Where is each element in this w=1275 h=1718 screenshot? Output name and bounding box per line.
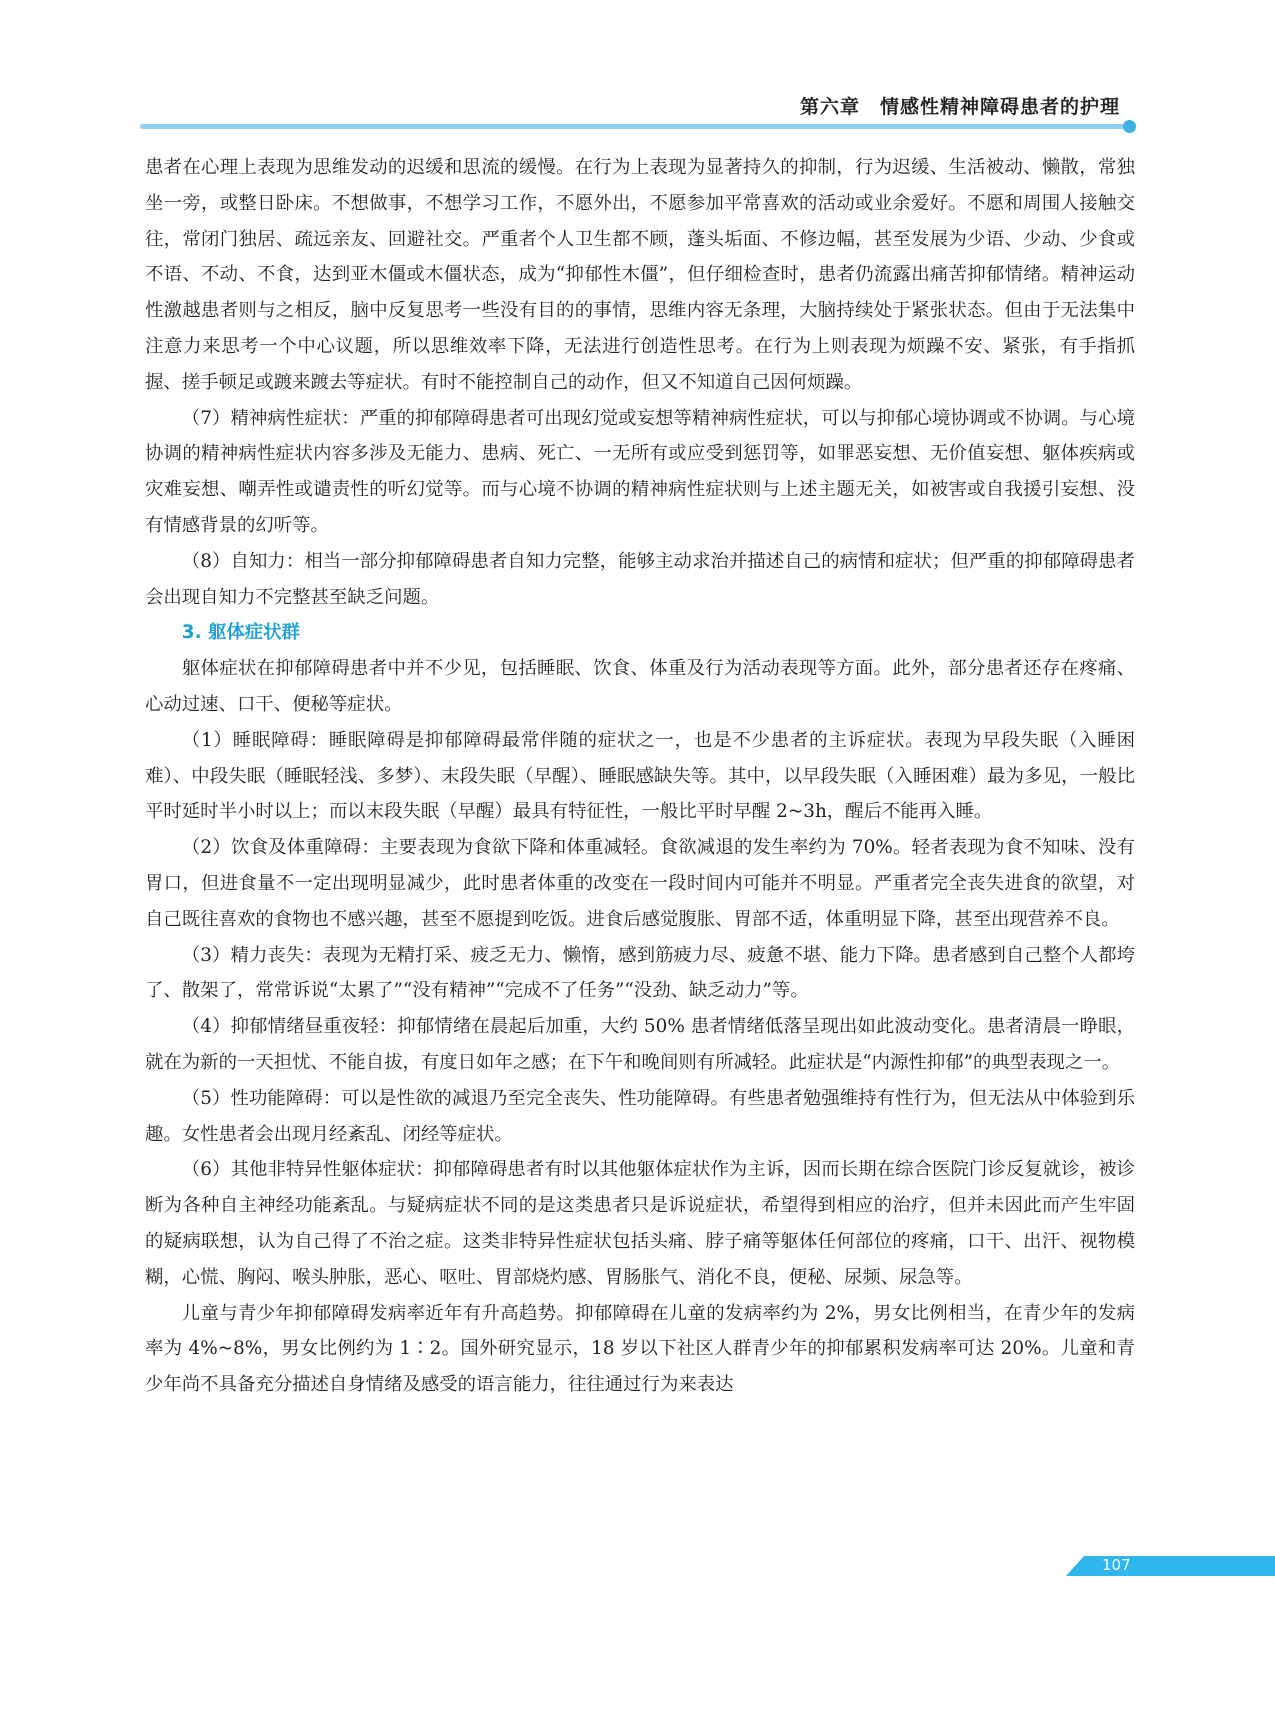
section-heading-somatic-symptoms: 3. 躯体症状群 (181, 622, 300, 644)
paragraph-psychotic-symptoms: （7）精神病性症状：严重的抑郁障碍患者可出现幻觉或妄想等精神病性症状，可以与抑郁心境协调或不协调。与心境协调的精神病性症状内容多涉及无能力、患病、死亡、一无所有或应受到惩罚等，如罪恶妄想、无价值妄想、躯体疾病或灾难妄想、嘲弄性或谴责性的听幻觉等。而与心境不协调的精神病性症状则与上述主题无关，如被害或自我援引妄想、没有情感背景的幻听等。 (145, 407, 1135, 536)
paragraph-somatic-intro: 躯体症状在抑郁障碍患者中并不少见，包括睡眠、饮食、体重及行为活动表现等方面。此外，部分患者还存在疼痛、心动过速、口干、便秘等症状。 (145, 658, 1135, 715)
header-rule (140, 124, 1130, 129)
body-text (145, 150, 1135, 1403)
page-number-bar (1066, 1556, 1275, 1576)
page-number: 107 (1102, 1556, 1131, 1574)
paragraph-nonspecific-somatic: （6）其他非特异性躯体症状：抑郁障碍患者有时以其他躯体症状作为主诉，因而长期在综合医院门诊反复就诊，被诊断为各种自主神经功能紊乱。与疑病症状不同的是这类患者只是诉说症状，希望得到相应的治疗，但并未因此而产生牢固的疑病联想，认为自己得了不治之症。这类非特异性症状包括头痛、脖子痛等躯体任何部位的疼痛，口干、出汗、视物模糊，心慌、胸闷、喉头肿胀，恶心、呕吐、胃部烧灼感、胃肠胀气、消化不良，便秘、尿频、尿急等。 (145, 1159, 1135, 1288)
paragraph-continuation: 患者在心理上表现为思维发动的迟缓和思流的缓慢。在行为上表现为显著持久的抑制，行为迟缓、生活被动、懒散，常独坐一旁，或整日卧床。不想做事，不想学习工作，不愿外出，不愿参加平常喜欢的活动或业余爱好。不愿和周围人接触交往，常闭门独居、疏远亲友、回避社交。严重者个人卫生都不顾，蓬头垢面、不修边幅，甚至发展为少语、少动、少食或不语、不动、不食，达到亚木僵或木僵状态，成为“抑郁性木僵”，但仔细检查时，患者仍流露出痛苦抑郁情绪。精神运动性激越患者则与之相反，脑中反复思考一些没有目的的事情，思维内容无条理，大脑持续处于紧张状态。但由于无法集中注意力来思考一个中心议题，所以思维效率下降，无法进行创造性思考。在行为上则表现为烦躁不安、紧张，有手指抓握、搓手顿足或踱来踱去等症状。有时不能控制自己的动作，但又不知道自己因何烦躁。 (145, 157, 1135, 393)
chapter-title: 第六章 情感性精神障碍患者的护理 (799, 96, 1120, 118)
paragraph-sleep-disorder: （1）睡眠障碍：睡眠障碍是抑郁障碍最常伴随的症状之一，也是不少患者的主诉症状。表现为早段失眠（入睡困难）、中段失眠（睡眠轻浅、多梦）、末段失眠（早醒）、睡眠感缺失等。其中，以早段失眠（入睡困难）最为多见，一般比平时延时半小时以上；而以末段失眠（早醒）最具有特征性，一般比平时早醒 2~3h，醒后不能再入睡。 (145, 729, 1135, 823)
header-rule-dot (1123, 120, 1136, 133)
paragraph-diurnal-variation: （4）抑郁情绪昼重夜轻：抑郁情绪在晨起后加重，大约 50% 患者情绪低落呈现出如此波动变化。患者清晨一睁眼，就在为新的一天担忧、不能自拔，有度日如年之感；在下午和晚间则有所减轻。此症状是“内源性抑郁”的典型表现之一。 (145, 1016, 1135, 1073)
paragraph-appetite-weight: （2）饮食及体重障碍：主要表现为食欲下降和体重减轻。食欲减退的发生率约为 70%。轻者表现为食不知味、没有胃口，但进食量不一定出现明显减少，此时患者体重的改变在一段时间内可能并不明显。严重者完全丧失进食的欲望，对自己既往喜欢的食物也不感兴趣，甚至不愿提到吃饭。进食后感觉腹胀、胃部不适，体重明显下降，甚至出现营养不良。 (145, 837, 1135, 930)
paragraph-child-adolescent: 儿童与青少年抑郁障碍发病率近年有升高趋势。抑郁障碍在儿童的发病率约为 2%，男女比例相当，在青少年的发病率为 4%~8%，男女比例约为 1∶2。国外研究显示，18 岁以下社区人群青少年的抑郁累积发病率可达 20%。儿童和青少年尚不具备充分描述自身情绪及感受的语言能力，往往通过行为来表达 (145, 1302, 1135, 1396)
paragraph-sexual-dysfunction: （5）性功能障碍：可以是性欲的减退乃至完全丧失、性功能障碍。有些患者勉强维持有性行为，但无法从中体验到乐趣。女性患者会出现月经紊乱、闭经等症状。 (145, 1087, 1135, 1145)
paragraph-insight: （8）自知力：相当一部分抑郁障碍患者自知力完整，能够主动求治并描述自己的病情和症状；但严重的抑郁障碍患者会出现自知力不完整甚至缺乏问题。 (145, 550, 1135, 608)
paragraph-energy-loss: （3）精力丧失：表现为无精打采、疲乏无力、懒惰，感到筋疲力尽、疲惫不堪、能力下降。患者感到自己整个人都垮了、散架了，常常诉说“太累了”“没有精神”“完成不了任务”“没劲、缺乏动力”等。 (145, 944, 1135, 1002)
